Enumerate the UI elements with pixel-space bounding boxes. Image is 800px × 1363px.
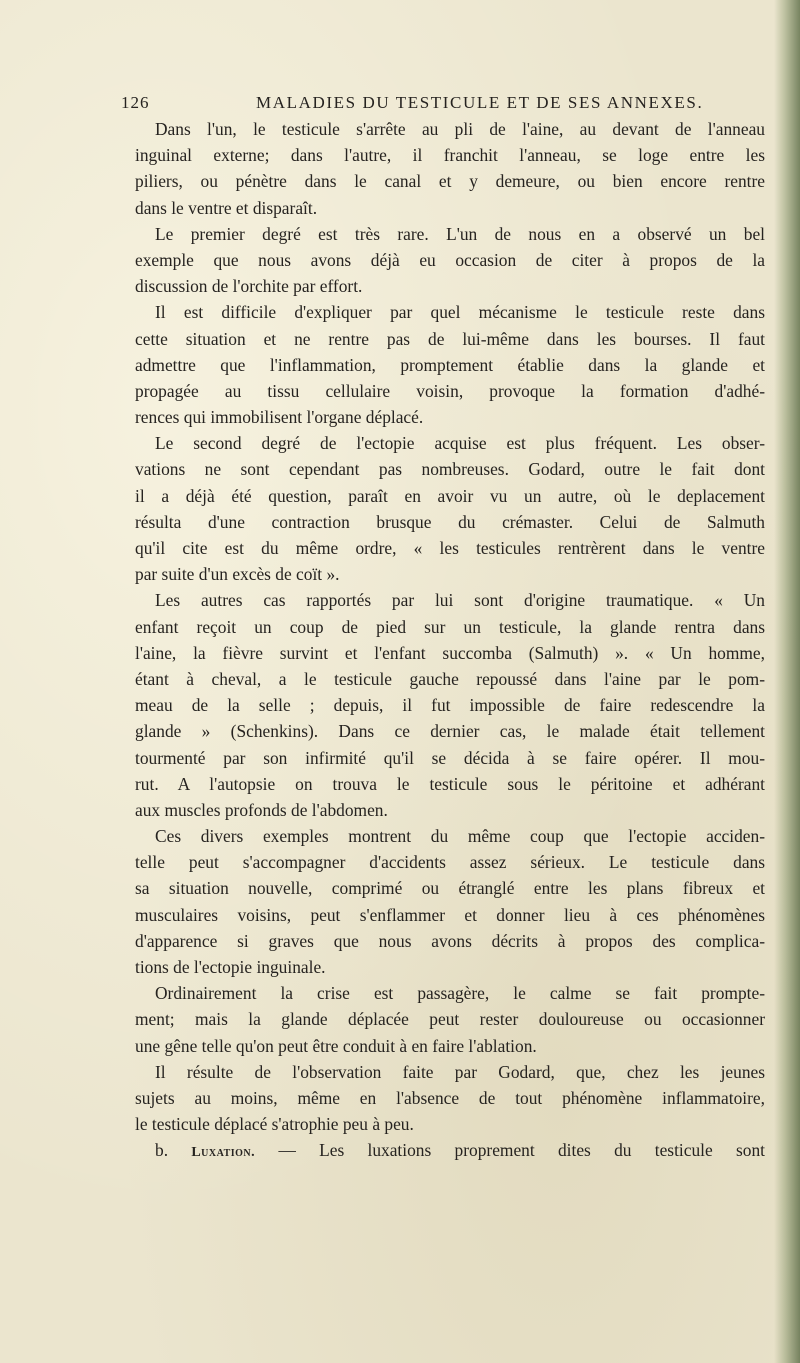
paragraph bbox=[135, 430, 765, 587]
text-line: d'apparence si graves que nous avons décrits à propos des complica- bbox=[135, 930, 765, 951]
paragraph bbox=[135, 299, 765, 430]
text-line: rut. A l'autopsie on trouva le testicule sous le péritoine et adhérant bbox=[135, 773, 765, 794]
paragraph bbox=[135, 1059, 765, 1138]
text-line: glande » (Schenkins). Dans ce dernier cas, le malade était tellement bbox=[135, 721, 765, 742]
text-line: discussion de l'orchite par effort. bbox=[135, 276, 363, 297]
text-line: Il est difficile d'expliquer par quel mécanisme le testicule reste dans bbox=[155, 302, 765, 323]
text-line: résulta d'une contraction brusque du crémaster. Celui de Salmuth bbox=[135, 511, 765, 532]
text-line: tions de l'ectopie inguinale. bbox=[135, 957, 326, 977]
text-line: il a déjà été question, paraît en avoir vu un autre, où le deplacement bbox=[135, 485, 765, 506]
text-line: étant à cheval, a le testicule gauche repoussé dans l'aine par le pom- bbox=[135, 668, 765, 689]
paragraph bbox=[135, 980, 765, 1059]
text-line: enfant reçoit un coup de pied sur un testicule, la glande rentra dans bbox=[135, 616, 765, 637]
text-line: exemple que nous avons déjà eu occasion de citer à propos de la bbox=[135, 249, 765, 270]
text-line: musculaires voisins, peut s'enflammer et donner lieu à ces phénomènes bbox=[135, 904, 765, 925]
text-line: par suite d'un excès de coït ». bbox=[135, 564, 340, 585]
running-title: MALADIES DU TESTICULE ET DE SES ANNEXES. bbox=[256, 93, 704, 112]
text-line: le testicule déplacé s'atrophie peu à peu. bbox=[135, 1114, 414, 1135]
section-dash: — bbox=[278, 1140, 296, 1161]
text-line: admettre que l'inflammation, promptement établie dans la glande et bbox=[135, 354, 765, 375]
page-number: 126 bbox=[121, 93, 150, 112]
text-line: sa situation nouvelle, comprimé ou étranglé entre les plans fibreux et bbox=[135, 878, 765, 899]
text-line: inguinal externe; dans l'autre, il franchit l'anneau, se loge entre les bbox=[135, 145, 765, 166]
text-line: sujets au moins, même en l'absence de tout phénomène inflammatoire, bbox=[135, 1087, 765, 1108]
paragraph bbox=[135, 587, 765, 823]
text-line: Ces divers exemples montrent du même coup que l'ectopie acciden- bbox=[155, 826, 765, 847]
text-line: Ordinairement la crise est passagère, le calme se fait prompte- bbox=[155, 983, 765, 1004]
text-line: ment; mais la glande déplacée peut rester douloureuse ou occasionner bbox=[135, 1009, 765, 1030]
section-title: Luxation. bbox=[191, 1145, 256, 1161]
paragraph bbox=[135, 221, 765, 300]
paragraph bbox=[135, 823, 765, 980]
text-line: Les autres cas rapportés par lui sont d'origine traumatique. « Un bbox=[155, 590, 765, 611]
text-line: l'aine, la fièvre survint et l'enfant succomba (Salmuth) ». « Un homme, bbox=[135, 642, 765, 663]
text-line: Le premier degré est très rare. L'un de nous en a observé un bel bbox=[155, 223, 765, 244]
page-edge-shadow bbox=[774, 0, 800, 1363]
text-line: cette situation et ne rentre pas de lui-même dans les bourses. Il faut bbox=[135, 328, 765, 349]
text-line: Il résulte de l'observation faite par Godard, que, chez les jeunes bbox=[155, 1061, 765, 1082]
text-line: telle peut s'accompagner d'accidents assez sérieux. Le testicule dans bbox=[135, 852, 765, 873]
section-text: Les luxations proprement dites du testicule sont bbox=[319, 1140, 765, 1161]
paragraph bbox=[135, 116, 765, 221]
text-line: Le second degré de l'ectopie acquise est plus fréquent. Les obser- bbox=[155, 433, 765, 454]
section-heading-line bbox=[135, 1137, 765, 1163]
text-line: tourmenté par son infirmité qu'il se décida à se faire opérer. Il mou- bbox=[135, 747, 765, 768]
text-line: piliers, ou pénètre dans le canal et y demeure, ou bien encore rentre bbox=[135, 171, 765, 192]
text-line: dans le ventre et disparaît. bbox=[135, 197, 318, 218]
text-line: meau de la selle ; depuis, il fut impossible de faire redescendre la bbox=[135, 695, 765, 716]
text-line: qu'il cite est du même ordre, « les testicules rentrèrent dans le ventre bbox=[135, 538, 765, 558]
text-line: Dans l'un, le testicule s'arrête au pli de l'aine, au devant de l'anneau bbox=[155, 119, 765, 139]
section-letter: b. bbox=[155, 1140, 169, 1161]
text-line: rences qui immobilisent l'organe déplacé. bbox=[135, 407, 424, 428]
text-line: une gêne telle qu'on peut être conduit à en faire l'ablation. bbox=[135, 1035, 537, 1056]
body-text bbox=[135, 116, 765, 1164]
text-line: propagée au tissu cellulaire voisin, provoque la formation d'adhé- bbox=[135, 380, 765, 401]
text-line: aux muscles profonds de l'abdomen. bbox=[135, 799, 388, 820]
text-line: vations ne sont cependant pas nombreuses. Godard, outre le fait dont bbox=[135, 459, 765, 480]
